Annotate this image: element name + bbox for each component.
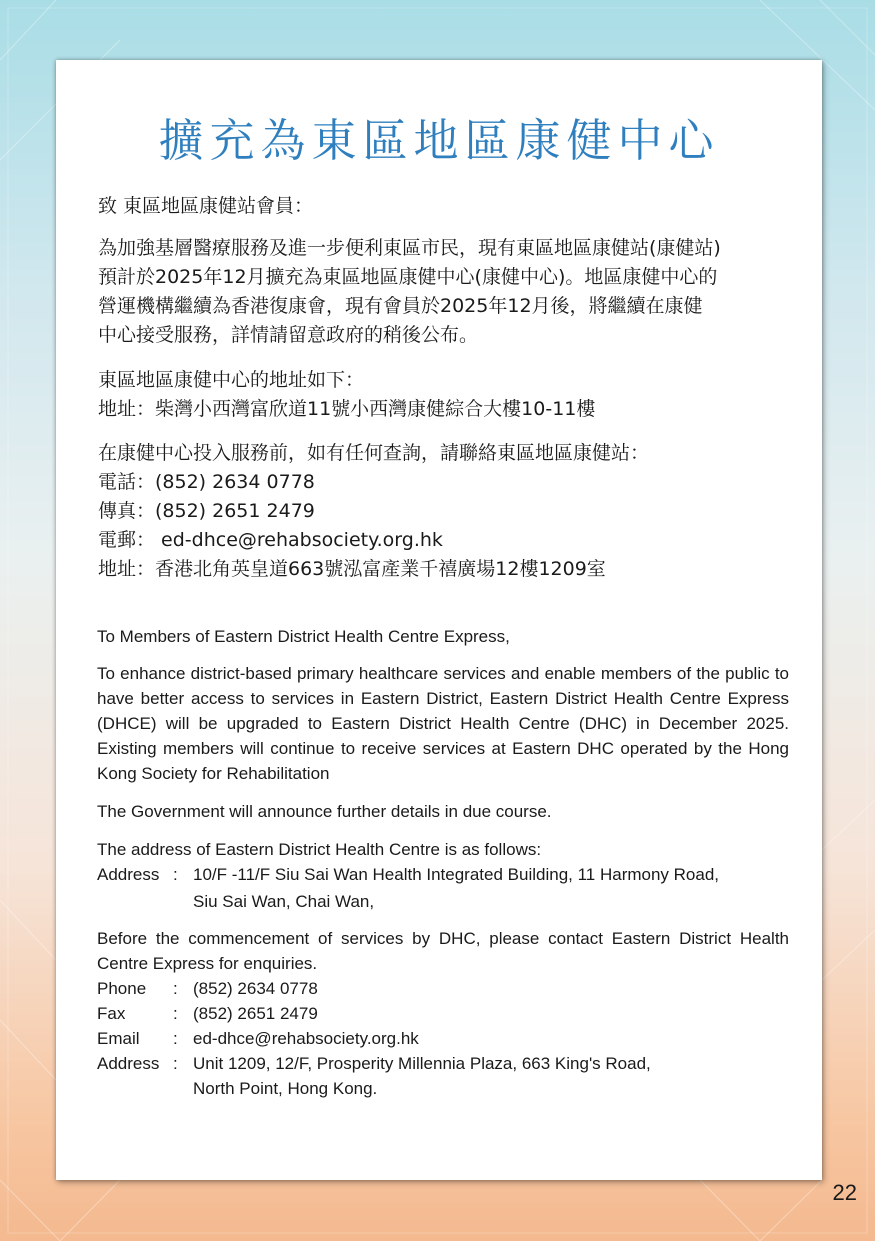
address-label: Address [97,865,160,884]
zh-address-line: 地址：柴灣小西灣富欣道11號小西灣康健綜合大樓10-11樓 [98,398,596,420]
phone-value: (852) 2634 0778 [193,979,318,998]
zh-contact-block [98,439,790,584]
email-label: Email [97,1029,140,1048]
content-card [56,60,822,1180]
office-label: Address [97,1054,160,1073]
en-paragraph-1 [97,661,789,786]
en-contact-block [97,926,789,1101]
fax-colon: : [173,1004,178,1023]
en-address-row [97,862,789,887]
zh-paragraph-1 [98,234,790,350]
en-office-row [97,1051,789,1076]
email-value: ed-dhce@rehabsociety.org.hk [193,1029,419,1048]
office-line-1: Unit 1209, 12/F, Prosperity Millennia Plaza, 663 King's Road, [193,1054,651,1073]
en-para1: To enhance district-based primary healthcare services and enable members of the public to have better access to services in Eastern District, Eastern District Health Centre Express (DHCE) will be upgraded to Eastern District Health Centre (DHC) in December 2025. Existing members will continue to receive services at Eastern DHC operated by the Hong Kong Society for Rehabilitation [97,664,789,783]
office-colon: : [173,1054,178,1073]
en-para2: The Government will announce further details in due course. [97,802,552,821]
chinese-section [98,192,790,221]
zh-para1-line: 為加強基層醫療服務及進一步便利東區市民，現有東區地區康健站(康健站) [98,237,721,259]
en-address-block [97,837,789,914]
fax-label: Fax [97,1004,126,1023]
address-line-2: Siu Sai Wan, Chai Wan, [193,892,375,911]
zh-address-intro: 東區地區康健中心的地址如下： [98,369,365,391]
zh-para1-line: 營運機構繼續為香港復康會，現有會員於2025年12月後，將繼續在康健 [98,295,703,317]
page-number: 22 [832,1180,857,1205]
phone-colon: : [173,979,178,998]
zh-email-line: 電郵： ed-dhce@rehabsociety.org.hk [98,529,443,551]
en-email-row [97,1026,789,1051]
en-greeting: To Members of Eastern District Health Centre Express, [97,627,510,646]
address-colon: : [173,865,178,884]
zh-phone-line: 電話：(852) 2634 0778 [98,471,315,493]
zh-address-block [98,366,790,424]
page-title: 擴充為東區地區康健中心 [158,114,720,167]
email-colon: : [173,1029,178,1048]
address-line-1: 10/F -11/F Siu Sai Wan Health Integrated Building, 11 Harmony Road, [193,865,720,884]
phone-label: Phone [97,979,147,998]
zh-contact-intro: 在康健中心投入服務前，如有任何查詢，請聯絡東區地區康健站： [98,442,650,464]
en-contact-intro: Before the commencement of services by DHC, please contact Eastern District Health Centre Express for enquiries. [97,929,789,973]
zh-para1-line: 預計於2025年12月擴充為東區地區康健中心(康健中心)。地區康健中心的 [98,266,718,288]
fax-value: (852) 2651 2479 [193,1004,318,1023]
en-office-row-2 [97,1076,789,1101]
en-address-intro: The address of Eastern District Health Centre is as follows: [97,840,542,859]
zh-office-line: 地址：香港北角英皇道663號泓富產業千禧廣場12樓1209室 [98,558,606,580]
en-paragraph-2 [97,799,789,824]
en-address-row-2 [97,889,789,914]
zh-greeting: 致 東區地區康健站會員： [98,195,314,217]
zh-para1-line: 中心接受服務，詳情請留意政府的稍後公布。 [98,324,479,346]
office-line-2: North Point, Hong Kong. [193,1079,378,1098]
en-phone-row [97,976,789,1001]
en-greeting-block [97,624,789,649]
zh-fax-line: 傳真：(852) 2651 2479 [98,500,315,522]
en-fax-row [97,1001,789,1026]
